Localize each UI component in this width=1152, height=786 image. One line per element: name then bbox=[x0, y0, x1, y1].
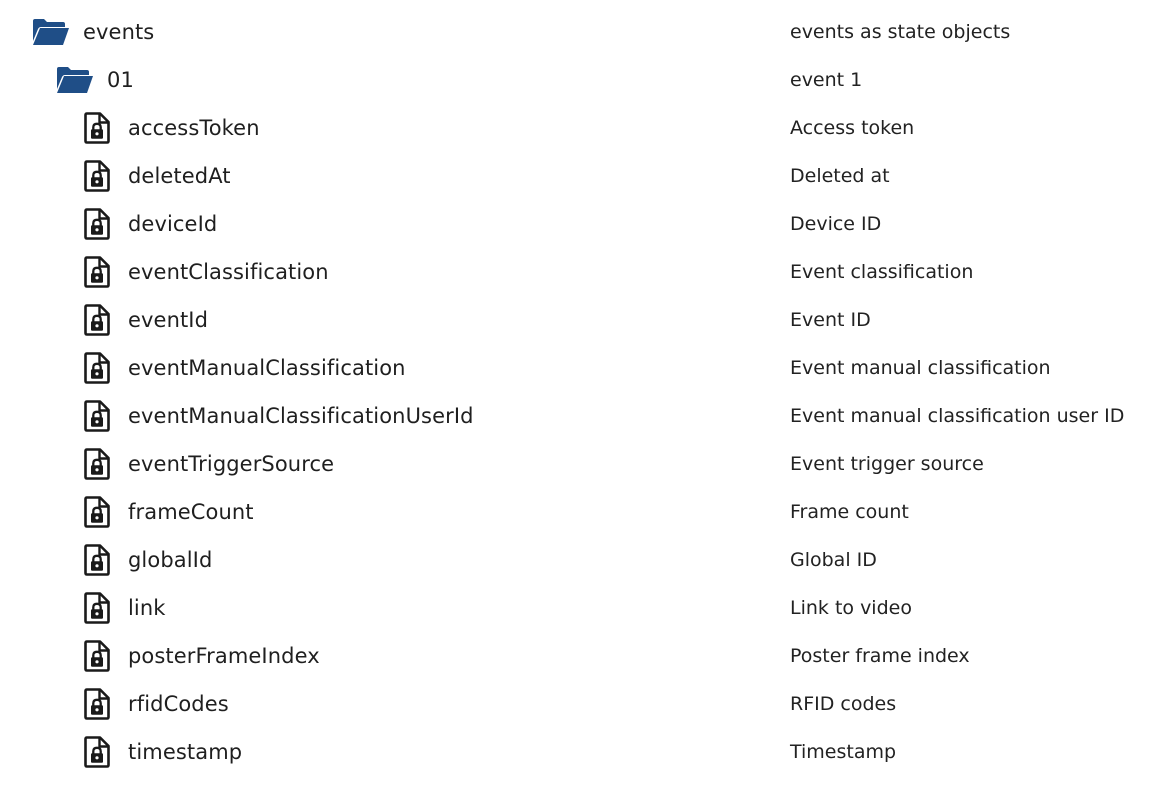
locked-file-icon bbox=[84, 400, 110, 432]
file-description: Deleted at bbox=[790, 165, 890, 187]
file-description: Device ID bbox=[790, 213, 882, 235]
tree-row-eventTriggerSource[interactable] bbox=[0, 440, 1152, 488]
file-name: rfidCodes bbox=[128, 692, 229, 716]
file-description: Event ID bbox=[790, 309, 871, 331]
tree-row-eventId[interactable] bbox=[0, 296, 1152, 344]
file-description: RFID codes bbox=[790, 693, 897, 715]
folder-description: events as state objects bbox=[790, 21, 1011, 43]
tree-row-deletedAt[interactable] bbox=[0, 152, 1152, 200]
file-name: eventManualClassification bbox=[128, 356, 406, 380]
file-description: Event trigger source bbox=[790, 453, 984, 475]
file-name: eventClassification bbox=[128, 260, 329, 284]
folder-open-icon bbox=[32, 18, 70, 46]
locked-file-icon bbox=[84, 448, 110, 480]
tree-row-timestamp[interactable] bbox=[0, 728, 1152, 776]
tree-row-link[interactable] bbox=[0, 584, 1152, 632]
file-description: Global ID bbox=[790, 549, 877, 571]
folder-description: event 1 bbox=[790, 69, 863, 91]
file-name: globalId bbox=[128, 548, 213, 572]
file-name: accessToken bbox=[128, 116, 260, 140]
locked-file-icon bbox=[84, 736, 110, 768]
locked-file-icon bbox=[84, 496, 110, 528]
file-name: deletedAt bbox=[128, 164, 231, 188]
tree-row-eventClassification[interactable] bbox=[0, 248, 1152, 296]
folder-name: events bbox=[83, 20, 155, 44]
locked-file-icon bbox=[84, 544, 110, 576]
file-description: Event classification bbox=[790, 261, 974, 283]
file-description: Event manual classification bbox=[790, 357, 1051, 379]
locked-file-icon bbox=[84, 208, 110, 240]
tree-row-eventManualClassification[interactable] bbox=[0, 344, 1152, 392]
tree-row-posterFrameIndex[interactable] bbox=[0, 632, 1152, 680]
locked-file-icon bbox=[84, 592, 110, 624]
file-description: Poster frame index bbox=[790, 645, 970, 667]
locked-file-icon bbox=[84, 304, 110, 336]
locked-file-icon bbox=[84, 112, 110, 144]
file-description: Timestamp bbox=[790, 741, 897, 763]
locked-file-icon bbox=[84, 688, 110, 720]
file-name: deviceId bbox=[128, 212, 218, 236]
locked-file-icon bbox=[84, 640, 110, 672]
locked-file-icon bbox=[84, 352, 110, 384]
file-description: Access token bbox=[790, 117, 915, 139]
tree-row-accessToken[interactable] bbox=[0, 104, 1152, 152]
folder-open-icon bbox=[56, 66, 94, 94]
tree-row-globalId[interactable] bbox=[0, 536, 1152, 584]
file-name: timestamp bbox=[128, 740, 243, 764]
tree-row-rfidCodes[interactable] bbox=[0, 680, 1152, 728]
file-name: link bbox=[128, 596, 166, 620]
file-description: Frame count bbox=[790, 501, 909, 523]
tree-row-events[interactable] bbox=[0, 8, 1152, 56]
file-name: frameCount bbox=[128, 500, 254, 524]
file-description: Event manual classification user ID bbox=[790, 405, 1125, 427]
locked-file-icon bbox=[84, 256, 110, 288]
file-name: posterFrameIndex bbox=[128, 644, 320, 668]
file-name: eventId bbox=[128, 308, 209, 332]
tree-row-eventManualClassificationUserId[interactable] bbox=[0, 392, 1152, 440]
tree-row-frameCount[interactable] bbox=[0, 488, 1152, 536]
file-description: Link to video bbox=[790, 597, 912, 619]
file-name: eventManualClassificationUserId bbox=[128, 404, 474, 428]
tree-row-deviceId[interactable] bbox=[0, 200, 1152, 248]
folder-name: 01 bbox=[107, 68, 134, 92]
locked-file-icon bbox=[84, 160, 110, 192]
file-name: eventTriggerSource bbox=[128, 452, 335, 476]
tree-row-01[interactable] bbox=[0, 56, 1152, 104]
